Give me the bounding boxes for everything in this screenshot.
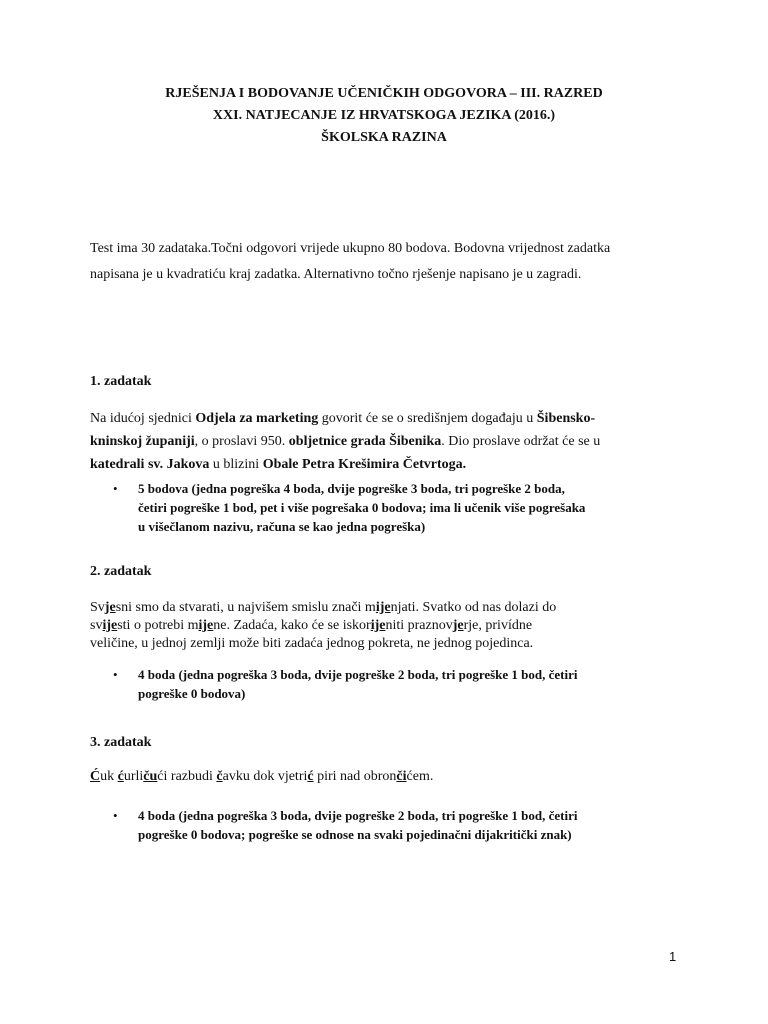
- text-run: Sv: [90, 600, 105, 615]
- marked-run: Ć: [90, 769, 101, 784]
- text-run: sti o potrebi m: [117, 618, 199, 633]
- text-run: u blizini: [209, 457, 263, 472]
- bullet-icon: •: [113, 667, 118, 682]
- bold-run: katedrali sv. Jakova: [90, 457, 210, 472]
- marked-run: je: [104, 600, 116, 615]
- text-run: sv: [90, 618, 103, 633]
- task-2-title: 2. zadatak: [90, 564, 152, 579]
- text-run: govorit će se o središnjem događaju u: [318, 411, 537, 426]
- intro-line: napisana je u kvadratiću kraj zadatka. Alternativno točno rješenje napisano je u zagradi.: [90, 267, 582, 282]
- scoring-line: u višečlanom nazivu, računa se kao jedna pogreška): [138, 519, 426, 534]
- text-run: piri nad obron: [313, 769, 397, 784]
- text-run: njati. Svatko od nas dolazi do: [390, 600, 557, 615]
- intro-line: Test ima 30 zadataka.Točni odgovori vrijede ukupno 80 bodova. Bodovna vrijednost zadatka: [90, 241, 611, 256]
- marked-run: č: [216, 769, 223, 784]
- text-run: avku dok vjetri: [222, 769, 308, 784]
- bold-run: obljetnice grada Šibenika: [288, 434, 442, 449]
- text-run: ći razbudi: [157, 769, 217, 784]
- text-run: uk: [100, 769, 118, 784]
- bold-run: kninskoj županiji: [90, 434, 195, 449]
- task-1-title: 1. zadatak: [90, 374, 152, 389]
- text-line: [90, 430, 690, 453]
- scoring-line: 4 boda (jedna pogreška 3 boda, dvije pogreške 2 boda, tri pogreške 1 bod, četiri: [138, 808, 578, 823]
- text-run: ćem.: [406, 769, 434, 784]
- text-line: veličine, u jednoj zemlji može biti zadaća jednog pokreta, ne jednog pojedinca.: [90, 636, 534, 651]
- marked-run: či: [396, 769, 407, 784]
- text-run: ne. Zadaća, kako će se iskor: [213, 618, 371, 633]
- text-run: sni smo da stvarati, u najvišem smislu znači m: [115, 600, 376, 615]
- text-run: urli: [123, 769, 144, 784]
- text-run: rje, privídne: [463, 618, 533, 633]
- scoring-line: pogreške 0 bodova; pogreške se odnose na svaki pojedinačni dijakritički znak): [138, 827, 572, 842]
- bold-run: Odjela za marketing: [195, 411, 319, 426]
- task-2-text: [90, 596, 690, 655]
- marked-run: je: [452, 618, 464, 633]
- text-run: , o proslavi 950.: [194, 434, 289, 449]
- page-number: 1: [669, 949, 677, 964]
- text-line: [90, 453, 690, 476]
- task-3-text: [90, 765, 690, 788]
- marked-run: ć: [117, 769, 124, 784]
- marked-run: ije: [198, 618, 214, 633]
- bullet-icon: •: [113, 808, 118, 823]
- marked-run: ije: [102, 618, 118, 633]
- text-line: [90, 765, 690, 788]
- marked-run: ije: [375, 600, 391, 615]
- task-3-title: 3. zadatak: [90, 735, 152, 750]
- intro-paragraph: [90, 236, 690, 288]
- scoring-line: 4 boda (jedna pogreška 3 boda, dvije pogreške 2 boda, tri pogreške 1 bod, četiri: [138, 667, 578, 682]
- text-line: [90, 407, 690, 430]
- header-title-line-3: ŠKOLSKA RAZINA: [321, 130, 447, 145]
- text-run: Na idućoj sjednici: [90, 411, 196, 426]
- bullet-icon: •: [113, 481, 118, 496]
- scoring-line: četiri pogreške 1 bod, pet i više pogrešaka 0 bodova; ima li učenik više pogrešaka: [138, 500, 586, 515]
- marked-run: ije: [370, 618, 386, 633]
- text-run: . Dio proslave održat će se u: [441, 434, 601, 449]
- bold-run: Šibensko-: [536, 411, 596, 426]
- bold-run: Obale Petra Krešimira Četvrtoga.: [262, 457, 467, 472]
- marked-run: ć: [307, 769, 314, 784]
- scoring-line: pogreške 0 bodova): [138, 686, 246, 701]
- header-title-line-2: XXI. NATJECANJE IZ HRVATSKOGA JEZIKA (2016.): [212, 108, 556, 123]
- scoring-line: 5 bodova (jedna pogreška 4 boda, dvije pogreške 3 boda, tri pogreške 2 boda,: [138, 481, 565, 496]
- document-header: [0, 83, 768, 149]
- task-1-text: [90, 407, 690, 476]
- marked-run: ču: [143, 769, 158, 784]
- header-title-line-1: RJEŠENJA I BODOVANJE UČENIČKIH ODGOVORA – III. RAZRED: [165, 86, 603, 101]
- text-run: niti praznov: [385, 618, 453, 633]
